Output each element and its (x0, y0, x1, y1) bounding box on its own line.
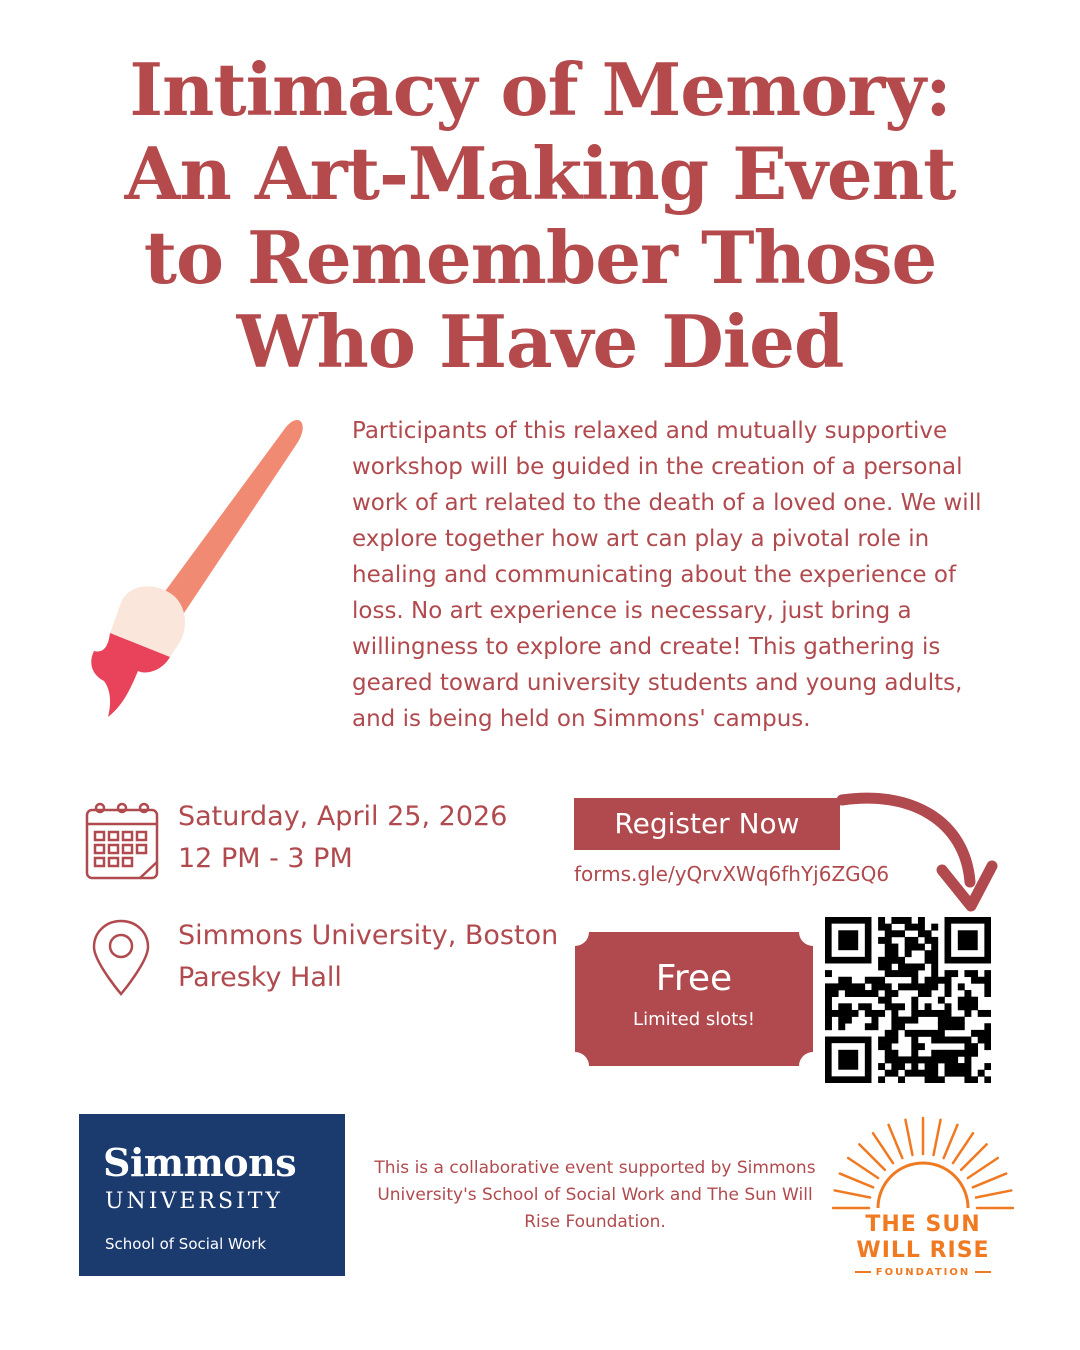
event-date: Saturday, April 25, 2026 (178, 801, 508, 832)
event-description: Participants of this relaxed and mutually supportive workshop will be guided in the creation of a personal work of art related to the death of a loved one. We will explore together how art can play a pivotal role in healing and communicating about the experience of loss. No art experience is necessary, just bring a willingness to explore and create! This gathering is geared toward university students and young adults, and is being held on Simmons' campus. (352, 418, 982, 732)
register-now-button[interactable]: Register Now (574, 798, 840, 850)
simmons-logo-school: School of Social Work (105, 1235, 267, 1253)
sun-rays-logo (832, 1112, 1014, 1212)
title-line-4: Who Have Died (236, 299, 844, 384)
title-line-1: Intimacy of Memory: (129, 47, 951, 132)
simmons-logo-subtitle: UNIVERSITY (105, 1189, 283, 1214)
sun-will-rise-logo (832, 1212, 1014, 1278)
register-url-link[interactable]: forms.gle/yQrvXWq6fhYj6ZGQ6 (574, 862, 890, 886)
calendar-icon (84, 800, 160, 882)
event-time: 12 PM - 3 PM (178, 843, 353, 874)
title-line-3: to Remember Those (143, 215, 937, 300)
location-line-1: Simmons University, Boston (178, 920, 559, 951)
sun-logo-line-1: THE SUN (865, 1212, 981, 1237)
ticket-note: Limited slots! (633, 1009, 755, 1030)
qr-code[interactable] (825, 917, 991, 1083)
location-pin-icon (90, 918, 152, 998)
paintbrush-icon (82, 405, 312, 725)
event-datetime (178, 796, 507, 880)
sun-logo-line-2: WILL RISE (856, 1238, 990, 1263)
collaboration-note: This is a collaborative event supported by Simmons University's School of Social Work and The Sun Will Rise Foundation. (374, 1158, 816, 1232)
title-line-2: An Art-Making Event (124, 131, 956, 216)
ticket-text (575, 952, 813, 1034)
location-line-2: Paresky Hall (178, 962, 342, 993)
curved-arrow-icon (830, 790, 1000, 915)
simmons-logo (79, 1114, 345, 1276)
ticket-price: Free (655, 958, 733, 999)
simmons-logo-name: Simmons (103, 1140, 297, 1185)
event-title (60, 48, 1020, 384)
sun-logo-line-3: FOUNDATION (832, 1267, 1014, 1278)
event-location (178, 915, 558, 999)
